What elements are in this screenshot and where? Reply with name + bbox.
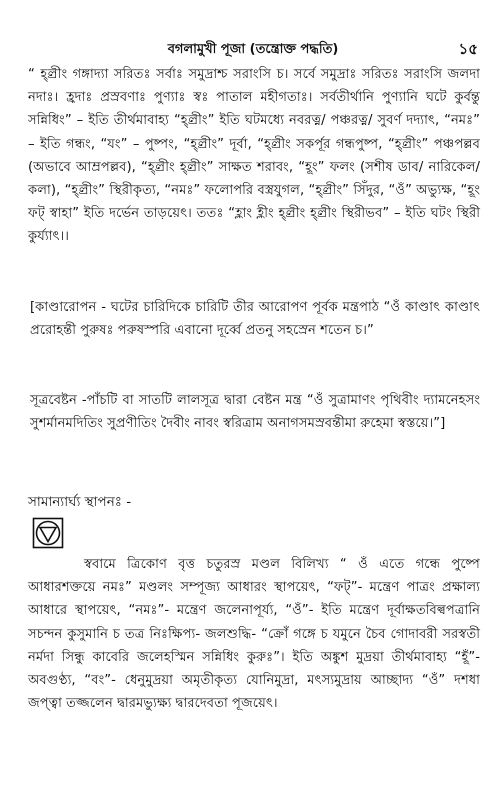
paragraph-arghya-procedure: স্ববামে ত্রিকোণ বৃত্ত চতুরস্র মণ্ডল বিলিখ্য “ ওঁ এতে গন্ধে পুষ্পে আধারশক্তয়ে নমঃ” মণ্ডলং সম্পূজ্য আধারং স্থাপয়েৎ, “ফট্”- মন্ত্রেণ পাত্রং প্রক্ষাল্য আধারে স্থাপয়েৎ, “নমঃ”- মন্ত্রেণ জলেনাপূর্য্য, “ওঁ”- ইতি মন্ত্রেণ দূর্বাক্ষতবিল্বপত্রানি সচন্দন কুসুমানি চ তত্র নিঃক্ষিপ্য- জলশুদ্ধি- “ক্রোঁ গঙ্গে চ যমুনে চৈব গোদাবরী সরস্বতী নর্মদা সিন্ধু কাবেরি জলেহস্মিন সন্নিধিং কুরুঃ”। ইতি অঙ্কুশ মুদ্রয়া তীর্থমাবাহ্য “হূঁ”- অবগুণ্ঠ্য, “বং”- ধেনুমুদ্রয়া অমৃতীকৃত্য যোনিমুদ্রা, মৎস্যমুদ্রায় আচ্ছাদ্য “ওঁ” দশধা জপ্ত্বা তজ্জলেন দ্বারমভ্যুক্ষ্য দ্বারদেবতা পূজয়েৎ। [28, 557, 480, 712]
yantra-diagram-icon [32, 517, 64, 549]
page-number: ১৫ [458, 40, 478, 58]
running-title: বগলামুখী পূজা (তন্ত্রোক্ত পদ্ধতি) [167, 42, 339, 57]
running-header [28, 40, 478, 60]
paragraph-kandaropan: [কাণ্ডারোপন - ঘটের চারিদিকে চারিটি তীর আরোপণ পূর্বক মন্ত্রপাঠ “ওঁ কাণ্ডাৎ কাণ্ডাৎ প্ররোহন্তী পুরুষঃ পরুষস্পরি এবানো দূর্ব্বে প্রতনু সহস্রেন শতেন চ।” [30, 300, 480, 339]
paragraph-kalash-mantra: “ হ্ল্রীং গঙ্গাদ্যা সরিতঃ সর্বাঃ সমুদ্রাশ্চ সরাংসি চ। সর্বে সমুদ্রাঃ সরিতঃ সরাংসি জলদা নদাঃ। হ্রদাঃ প্রস্রবণাঃ পুণ্যাঃ স্বঃ পাতাল মহীগতাঃ। সর্বতীর্থানি পুণ্যানি ঘটে কুর্বন্তু সন্নিধিং” – ইতি তীর্থমাবাহ্য “হ্ল্রীং” ইতি ঘটমধ্যে নবরত্ন/ পঞ্চরত্ন/ সুবর্ণ দদ্যাৎ, “নমঃ” – ইতি গন্ধং, “যং” – পুষ্পং, “হ্ল্রীং” দূর্বা, “হ্ল্রীং সকর্পূর গন্ধপুষ্প, “হ্ল্রীং” পঞ্চপল্লব (অভাবে আম্রপল্লব), “হ্ল্রীং হ্ল্রীং” সাক্ষত শরাবং, “হূং” ফলং (সশীষ ডাব/ নারিকেল/ কলা), “হ্ল্রীং” স্থিরীকৃত্য, “নমঃ” ফলোপরি বস্ত্রযুগল, “হ্ল্রীং” সিঁদুর, “ওঁ” অভ্যুক্ষ, “হূং ফট্ স্বাহা” ইতি দর্ভেন তাড়য়েৎ। ততঃ “হ্লাং হ্লীং হ্ল্রীং হ্ল্রীং স্থিরীভব” – ইতি ঘটং স্থিরী কুর্য্যাৎ।। [28, 67, 480, 245]
paragraph-sutrabeshtan: সূত্রবেষ্টন -পাঁচটি বা সাতটি লালসূত্র দ্বারা বেষ্টন মন্ত্র “ওঁ সুত্রামাণং পৃথিবীং দ্যামনেহসং সুশর্মানমদিতিং সুপ্রণীতিং দৈবীং নাবং স্বরিত্রাম অনাগসমস্রবন্তীমা রুহেমা স্বস্তয়ে।”] [30, 393, 480, 432]
section-heading: সামান্যার্ঘ্য স্থাপনঃ - [28, 494, 132, 510]
